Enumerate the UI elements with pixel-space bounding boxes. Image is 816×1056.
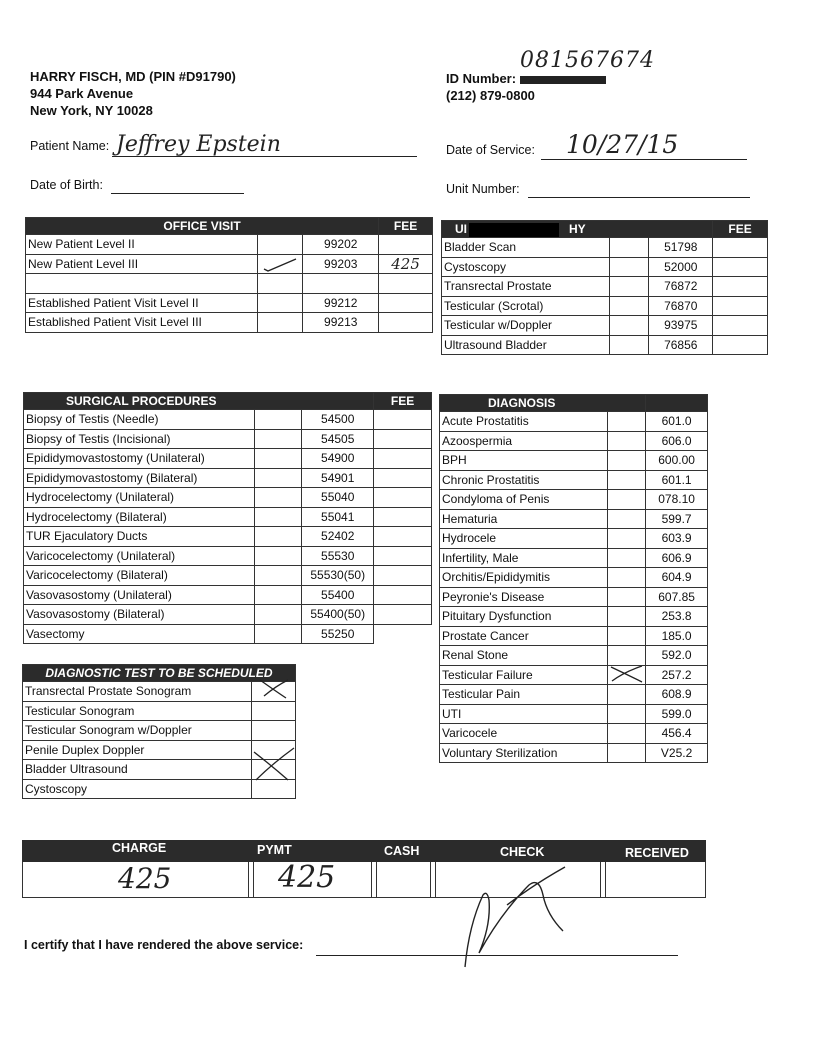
diagnosis-code: 456.4 — [646, 724, 708, 744]
office-visit-code: 99213 — [303, 313, 379, 333]
urology-check-cell[interactable] — [609, 277, 649, 297]
table-row — [24, 605, 432, 625]
pymt-label: PYMT — [257, 843, 292, 857]
diagnostic-test-check-cell[interactable] — [252, 701, 296, 721]
table-row — [440, 568, 708, 588]
office-visit-header: OFFICE VISIT — [26, 218, 379, 235]
diagnosis-code: 078.10 — [646, 490, 708, 510]
diagnosis-desc: Renal Stone — [440, 646, 608, 666]
diagnosis-code: 606.0 — [646, 431, 708, 451]
diagnosis-check-cell[interactable] — [607, 646, 646, 666]
urology-header — [442, 221, 713, 238]
table-row — [24, 585, 432, 605]
table-row — [440, 724, 708, 744]
diagnosis-code: 600.00 — [646, 451, 708, 471]
surgical-code: 54500 — [302, 410, 374, 430]
x-mark-icon — [254, 676, 294, 700]
surgical-desc: Epididymovastostomy (Unilateral) — [24, 449, 255, 469]
provider-address-1: 944 Park Avenue — [30, 86, 134, 101]
urology-redaction — [469, 223, 559, 237]
diagnosis-code: 599.7 — [646, 509, 708, 529]
payment-divider — [248, 862, 254, 898]
table-row — [24, 468, 432, 488]
urology-code: 76856 — [649, 335, 713, 355]
surgical-fee-cell[interactable] — [374, 468, 432, 488]
diagnosis-code: 185.0 — [646, 626, 708, 646]
office-visit-fee[interactable]: 425 — [379, 254, 433, 274]
unit-number-label: Unit Number: — [446, 182, 520, 196]
charge-value[interactable]: 425 — [118, 862, 172, 895]
date-of-service-value: 10/27/15 — [566, 130, 679, 159]
diagnosis-desc: Testicular Failure — [440, 665, 608, 685]
table-row — [440, 587, 708, 607]
surgical-desc: Vasovasostomy (Bilateral) — [24, 605, 255, 625]
diagnosis-check-cell[interactable] — [607, 548, 646, 568]
office-visit-fee-header: FEE — [379, 218, 433, 235]
diagnosis-header: DIAGNOSIS — [440, 395, 646, 412]
office-visit-check-cell[interactable] — [257, 254, 303, 274]
table-row — [442, 257, 768, 277]
urology-code: 76872 — [649, 277, 713, 297]
date-of-service-label: Date of Service: — [446, 143, 535, 157]
cash-label: CASH — [384, 844, 420, 858]
diagnostic-test-desc: Transrectal Prostate Sonogram — [23, 682, 252, 702]
diagnosis-code: 257.2 — [646, 665, 708, 685]
signature-scribble-icon — [455, 855, 605, 975]
surgical-desc: Hydrocelectomy (Unilateral) — [24, 488, 255, 508]
urology-code: 52000 — [649, 257, 713, 277]
office-visit-fee[interactable] — [379, 274, 433, 294]
table-row — [24, 546, 432, 566]
table-row — [440, 412, 708, 432]
diagnosis-check-cell[interactable] — [607, 490, 646, 510]
surgical-code: 54901 — [302, 468, 374, 488]
diagnostic-test-check-cell[interactable] — [252, 760, 296, 780]
table-row — [24, 488, 432, 508]
surgical-desc: Vasectomy — [24, 624, 255, 644]
diagnostic-test-check-cell[interactable] — [252, 682, 296, 702]
surgical-code: 55250 — [302, 624, 374, 644]
diagnosis-desc: UTI — [440, 704, 608, 724]
urology-desc: Cystoscopy — [442, 257, 610, 277]
office-visit-code: 99203 — [303, 254, 379, 274]
surgical-fee-cell[interactable] — [374, 488, 432, 508]
office-visit-check-cell[interactable] — [257, 293, 303, 313]
id-redaction — [520, 76, 606, 84]
diagnosis-check-cell[interactable] — [607, 626, 646, 646]
table-row — [442, 238, 768, 258]
table-row — [23, 760, 296, 780]
table-row — [24, 566, 432, 586]
table-row — [442, 316, 768, 336]
surgical-fee-cell[interactable] — [374, 429, 432, 449]
surgical-check-cell[interactable] — [254, 449, 302, 469]
payment-divider — [371, 862, 377, 898]
urology-fee-header: FEE — [713, 221, 768, 238]
diagnosis-desc: Hematuria — [440, 509, 608, 529]
diagnosis-desc: Condyloma of Penis — [440, 490, 608, 510]
surgical-check-cell[interactable] — [254, 585, 302, 605]
surgical-check-cell[interactable] — [254, 566, 302, 586]
diagnosis-check-cell[interactable] — [607, 529, 646, 549]
diagnostic-test-desc: Testicular Sonogram — [23, 701, 252, 721]
table-row — [440, 529, 708, 549]
urology-code: 76870 — [649, 296, 713, 316]
diagnostic-test-desc: Testicular Sonogram w/Doppler — [23, 721, 252, 741]
surgical-fee-cell[interactable] — [374, 410, 432, 430]
office-visit-desc: New Patient Level III — [26, 254, 258, 274]
table-row — [440, 626, 708, 646]
surgical-header: SURGICAL PROCEDURES — [24, 393, 374, 410]
diagnosis-desc: Azoospermia — [440, 431, 608, 451]
diagnosis-code: 606.9 — [646, 548, 708, 568]
x-mark-icon — [608, 665, 646, 684]
surgical-fee-cell[interactable] — [374, 624, 432, 644]
urology-desc: Testicular w/Doppler — [442, 316, 610, 336]
diagnostic-test-desc: Bladder Ultrasound — [23, 760, 252, 780]
table-row — [24, 527, 432, 547]
surgical-code: 55530 — [302, 546, 374, 566]
diagnosis-check-cell[interactable] — [607, 568, 646, 588]
diagnosis-desc: Prostate Cancer — [440, 626, 608, 646]
table-row — [442, 296, 768, 316]
table-row — [26, 254, 433, 274]
diagnosis-code: 608.9 — [646, 685, 708, 705]
urology-fee-cell[interactable] — [713, 238, 768, 258]
diagnosis-code: 592.0 — [646, 646, 708, 666]
x-mark-icon — [250, 746, 298, 784]
surgical-desc: Biopsy of Testis (Needle) — [24, 410, 255, 430]
received-label: RECEIVED — [625, 846, 689, 860]
surgical-fee-cell[interactable] — [374, 585, 432, 605]
diagnosis-check-cell[interactable] — [607, 665, 646, 685]
table-row — [440, 431, 708, 451]
office-visit-desc: Established Patient Visit Level III — [26, 313, 258, 333]
surgical-desc: Vasovasostomy (Unilateral) — [24, 585, 255, 605]
urology-code: 93975 — [649, 316, 713, 336]
surgical-fee-header: FEE — [374, 393, 432, 410]
office-visit-code — [303, 274, 379, 294]
surgical-code: 55041 — [302, 507, 374, 527]
diagnostic-test-header: DIAGNOSTIC TEST TO BE SCHEDULED — [23, 665, 296, 682]
office-visit-code: 99202 — [303, 235, 379, 255]
surgical-fee-cell[interactable] — [374, 527, 432, 547]
diagnosis-desc: BPH — [440, 451, 608, 471]
table-row — [24, 624, 432, 644]
diagnosis-check-cell[interactable] — [607, 412, 646, 432]
urology-check-cell[interactable] — [609, 335, 649, 355]
surgical-fee-cell[interactable] — [374, 546, 432, 566]
diagnostic-test-desc: Cystoscopy — [23, 779, 252, 799]
dob-line[interactable] — [111, 193, 244, 194]
urology-fee-cell[interactable] — [713, 277, 768, 297]
diagnosis-desc: Orchitis/Epididymitis — [440, 568, 608, 588]
surgical-code: 55040 — [302, 488, 374, 508]
diagnosis-desc: Testicular Pain — [440, 685, 608, 705]
table-row — [24, 449, 432, 469]
urology-table — [441, 220, 768, 355]
office-visit-table — [25, 217, 433, 333]
dob-label: Date of Birth: — [30, 178, 103, 192]
surgical-desc: Epididymovastostomy (Bilateral) — [24, 468, 255, 488]
payment-divider — [430, 862, 436, 898]
diagnosis-check-cell[interactable] — [607, 470, 646, 490]
office-visit-check-cell[interactable] — [257, 235, 303, 255]
diagnosis-desc: Chronic Prostatitis — [440, 470, 608, 490]
urology-fee-cell[interactable] — [713, 335, 768, 355]
diagnosis-code: 604.9 — [646, 568, 708, 588]
diagnosis-code: 601.0 — [646, 412, 708, 432]
patient-name-value: Jeffrey Epstein — [116, 132, 281, 157]
unit-number-line[interactable] — [528, 197, 750, 198]
surgical-code: 54505 — [302, 429, 374, 449]
table-row — [23, 701, 296, 721]
surgical-desc: Varicocelectomy (Bilateral) — [24, 566, 255, 586]
diagnosis-check-cell[interactable] — [607, 607, 646, 627]
urology-fee-cell[interactable] — [713, 257, 768, 277]
surgical-check-cell[interactable] — [254, 624, 302, 644]
id-number-handwritten: 081567674 — [520, 48, 655, 73]
table-row — [23, 682, 296, 702]
diagnostic-test-check-cell[interactable] — [252, 721, 296, 741]
surgical-desc: Hydrocelectomy (Bilateral) — [24, 507, 255, 527]
urology-check-cell[interactable] — [609, 316, 649, 336]
surgical-desc: Biopsy of Testis (Incisional) — [24, 429, 255, 449]
table-row — [440, 607, 708, 627]
diagnosis-check-cell[interactable] — [607, 451, 646, 471]
diagnosis-desc: Peyronie's Disease — [440, 587, 608, 607]
urology-code: 51798 — [649, 238, 713, 258]
surgical-code: 52402 — [302, 527, 374, 547]
diagnosis-code: V25.2 — [646, 743, 708, 763]
surgical-check-cell[interactable] — [254, 605, 302, 625]
office-visit-desc — [26, 274, 258, 294]
provider-block — [30, 68, 236, 119]
urology-check-cell[interactable] — [609, 257, 649, 277]
surgical-fee-cell[interactable] — [374, 507, 432, 527]
office-visit-fee[interactable] — [379, 235, 433, 255]
diagnosis-code: 607.85 — [646, 587, 708, 607]
urology-check-cell[interactable] — [609, 238, 649, 258]
provider-name: HARRY FISCH, MD (PIN #D91790) — [30, 69, 236, 84]
diagnostic-test-desc: Penile Duplex Doppler — [23, 740, 252, 760]
table-row — [440, 646, 708, 666]
urology-desc: Testicular (Scrotal) — [442, 296, 610, 316]
diagnosis-check-cell[interactable] — [607, 724, 646, 744]
table-row — [24, 429, 432, 449]
provider-phone: (212) 879-0800 — [446, 88, 535, 103]
urology-desc: Bladder Scan — [442, 238, 610, 258]
surgical-check-cell[interactable] — [254, 468, 302, 488]
urology-desc: Ultrasound Bladder — [442, 335, 610, 355]
table-row — [26, 293, 433, 313]
table-row — [440, 704, 708, 724]
diagnosis-code: 601.1 — [646, 470, 708, 490]
surgical-code: 55530(50) — [302, 566, 374, 586]
patient-name-label: Patient Name: — [30, 139, 110, 153]
table-row — [440, 743, 708, 763]
diagnosis-desc: Hydrocele — [440, 529, 608, 549]
certify-text: I certify that I have rendered the above service: — [24, 938, 304, 952]
table-row — [440, 685, 708, 705]
diagnosis-check-cell[interactable] — [607, 704, 646, 724]
diagnosis-check-cell[interactable] — [607, 587, 646, 607]
diagnostic-test-table — [22, 664, 296, 799]
table-row — [440, 665, 708, 685]
id-block — [446, 70, 606, 104]
urology-fee-cell[interactable] — [713, 316, 768, 336]
diagnosis-check-cell[interactable] — [607, 743, 646, 763]
office-visit-check-cell[interactable] — [257, 313, 303, 333]
surgical-check-cell[interactable] — [254, 546, 302, 566]
table-row — [23, 721, 296, 741]
office-visit-fee[interactable] — [379, 293, 433, 313]
pymt-value[interactable]: 425 — [278, 860, 336, 895]
diagnosis-desc: Varicocele — [440, 724, 608, 744]
diagnosis-desc: Infertility, Male — [440, 548, 608, 568]
provider-address-2: New York, NY 10028 — [30, 103, 153, 118]
id-number-label: ID Number: — [446, 71, 517, 86]
office-visit-fee[interactable] — [379, 313, 433, 333]
diagnosis-desc: Pituitary Dysfunction — [440, 607, 608, 627]
diagnosis-code: 603.9 — [646, 529, 708, 549]
diagnosis-check-cell[interactable] — [607, 509, 646, 529]
surgical-check-cell[interactable] — [254, 507, 302, 527]
charge-label: CHARGE — [112, 841, 167, 855]
urology-desc: Transrectal Prostate — [442, 277, 610, 297]
table-row — [440, 451, 708, 471]
surgical-desc: TUR Ejaculatory Ducts — [24, 527, 255, 547]
diagnosis-check-cell[interactable] — [607, 685, 646, 705]
diagnosis-header-spacer — [646, 395, 708, 412]
table-row — [26, 235, 433, 255]
table-row — [24, 410, 432, 430]
table-row — [24, 507, 432, 527]
diagnosis-code: 599.0 — [646, 704, 708, 724]
surgical-code: 55400 — [302, 585, 374, 605]
office-visit-code: 99212 — [303, 293, 379, 313]
table-row — [442, 277, 768, 297]
urology-check-cell[interactable] — [609, 296, 649, 316]
diagnosis-check-cell[interactable] — [607, 431, 646, 451]
office-visit-desc: Established Patient Visit Level II — [26, 293, 258, 313]
diagnosis-table — [439, 394, 708, 763]
table-row — [440, 509, 708, 529]
surgical-check-cell[interactable] — [254, 527, 302, 547]
surgical-check-cell[interactable] — [254, 488, 302, 508]
check-mark-icon — [260, 255, 300, 273]
surgical-fee-cell[interactable] — [374, 605, 432, 625]
surgical-procedures-table — [23, 392, 432, 644]
table-row — [442, 335, 768, 355]
office-visit-desc: New Patient Level II — [26, 235, 258, 255]
check-label: CHECK — [500, 845, 545, 859]
surgical-check-cell[interactable] — [254, 410, 302, 430]
urology-header-right: HY — [569, 222, 586, 236]
table-row — [26, 313, 433, 333]
urology-header-left: UI — [455, 222, 467, 236]
urology-fee-cell[interactable] — [713, 296, 768, 316]
office-visit-check-cell[interactable] — [257, 274, 303, 294]
date-of-service-line[interactable] — [541, 159, 747, 160]
surgical-desc: Varicocelectomy (Unilateral) — [24, 546, 255, 566]
table-row — [440, 470, 708, 490]
table-row — [440, 548, 708, 568]
surgical-fee-cell[interactable] — [374, 566, 432, 586]
surgical-code: 54900 — [302, 449, 374, 469]
diagnosis-code: 253.8 — [646, 607, 708, 627]
surgical-code: 55400(50) — [302, 605, 374, 625]
surgical-check-cell[interactable] — [254, 429, 302, 449]
surgical-fee-cell[interactable] — [374, 449, 432, 469]
table-row — [26, 274, 433, 294]
diagnosis-desc: Acute Prostatitis — [440, 412, 608, 432]
diagnosis-desc: Voluntary Sterilization — [440, 743, 608, 763]
table-row — [440, 490, 708, 510]
